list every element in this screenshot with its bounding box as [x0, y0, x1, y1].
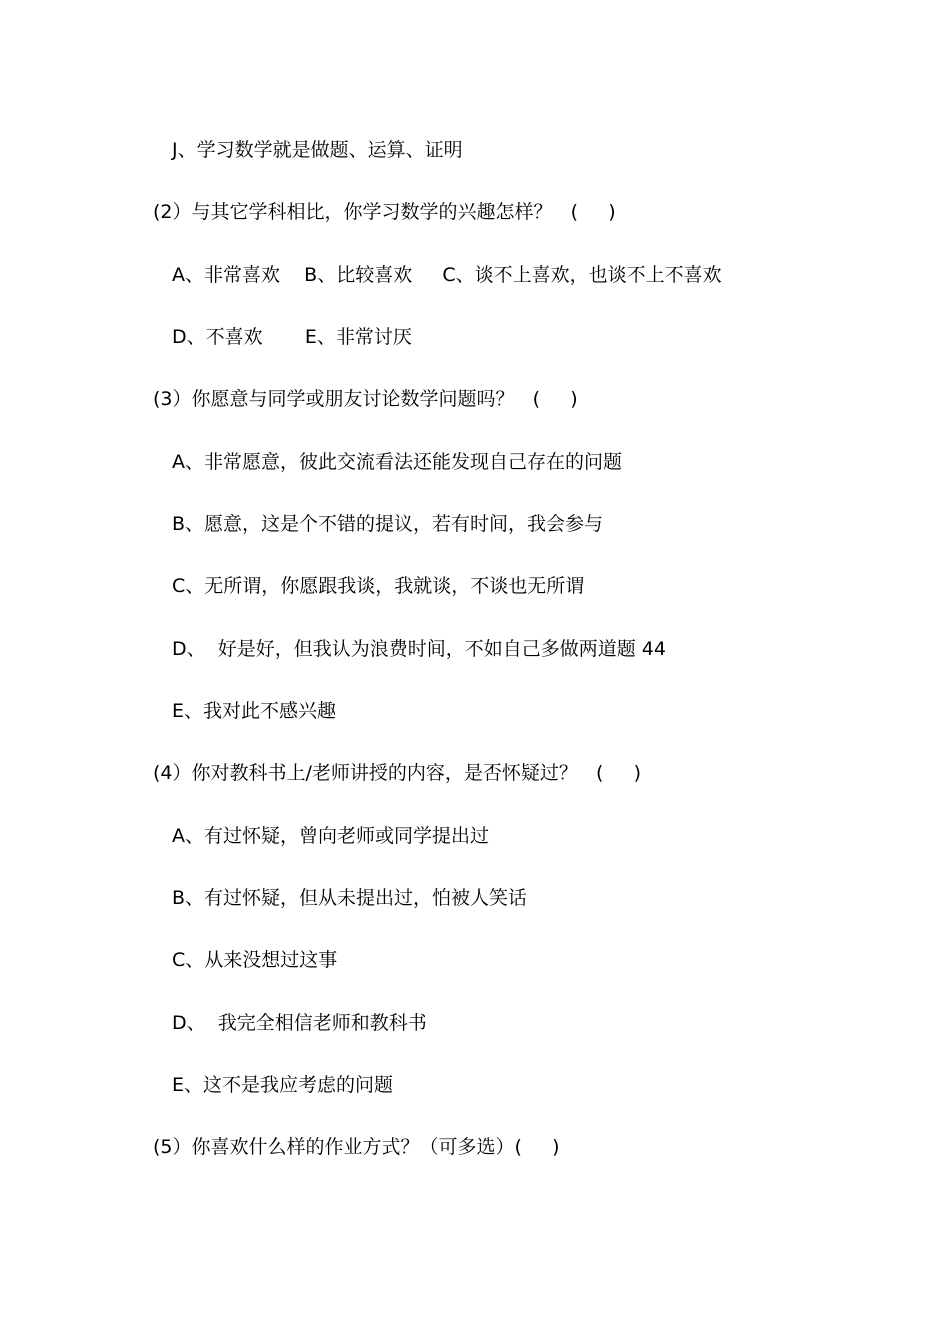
question-5-homework: (5）你喜欢什么样的作业方式？（可多选）( )	[153, 1136, 560, 1158]
option-3-e: E、我对此不感兴趣	[172, 700, 337, 722]
options-2-de: D、不喜欢 E、非常讨厌	[172, 326, 412, 348]
question-4-doubt: (4）你对教科书上/老师讲授的内容，是否怀疑过？ ( )	[153, 762, 642, 784]
option-4-a: A、有过怀疑，曾向老师或同学提出过	[172, 825, 489, 847]
question-2-interest: (2）与其它学科相比，你学习数学的兴趣怎样？ ( )	[153, 201, 616, 223]
option-3-b: B、愿意，这是个不错的提议，若有时间，我会参与	[172, 513, 604, 535]
option-4-b: B、有过怀疑，但从未提出过，怕被人笑话	[172, 887, 528, 909]
option-j-math-is-problems: J、学习数学就是做题、运算、证明	[172, 139, 463, 161]
option-4-c: C、从来没想过这事	[172, 949, 338, 971]
options-2-abc: A、非常喜欢 B、比较喜欢 C、谈不上喜欢，也谈不上不喜欢	[172, 264, 722, 286]
option-4-e: E、这不是我应考虑的问题	[172, 1074, 394, 1096]
option-3-d: D、 好是好，但我认为浪费时间，不如自己多做两道题 44	[172, 638, 666, 660]
option-3-a: A、非常愿意，彼此交流看法还能发现自己存在的问题	[172, 451, 622, 473]
question-3-discussion: (3）你愿意与同学或朋友讨论数学问题吗？ ( )	[153, 388, 578, 410]
option-3-c: C、无所谓，你愿跟我谈，我就谈，不谈也无所谓	[172, 575, 585, 597]
option-4-d: D、 我完全相信老师和教科书	[172, 1012, 427, 1034]
